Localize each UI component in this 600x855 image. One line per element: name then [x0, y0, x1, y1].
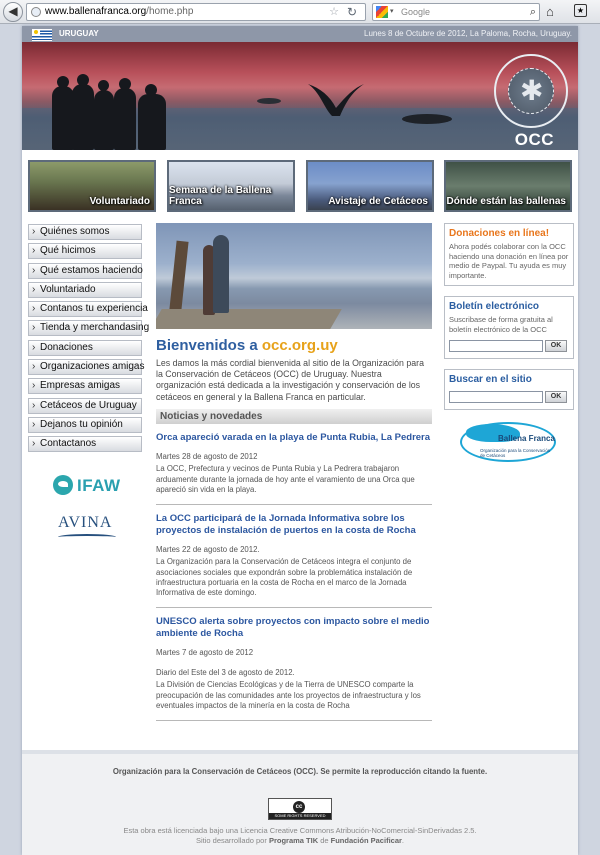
news-item	[156, 424, 432, 505]
newsletter-box	[444, 296, 574, 359]
news-title-link[interactable]: UNESCO alerta sobre proyectos con impacto sobre el medio ambiente de Rocha	[156, 616, 430, 639]
menu-item-donaciones[interactable]: › Donaciones	[28, 340, 142, 356]
google-icon	[376, 6, 388, 18]
search-icon[interactable]: ⌕	[529, 6, 536, 18]
welcome-heading	[156, 337, 432, 354]
silhouette-head	[119, 78, 131, 90]
address-bar[interactable]	[26, 3, 366, 21]
seal-emblem	[508, 68, 554, 114]
menu-item-que-hicimos[interactable]: › Qué hicimos	[28, 243, 142, 259]
menu-item-organizaciones-amigas[interactable]: › Organizaciones amigas	[28, 359, 142, 375]
cc-badge-text: SOME RIGHTS RESERVED	[269, 813, 331, 819]
news-header: Noticias y novedades	[156, 409, 432, 424]
search-form	[449, 391, 569, 404]
menu-item-quienes-somos[interactable]: › Quiénes somos	[28, 224, 142, 240]
back-button[interactable]: ◀	[3, 2, 23, 22]
ifaw-emblem-icon	[53, 475, 73, 495]
menu-item-opinion[interactable]: › Dejanos tu opinión	[28, 417, 142, 433]
welcome-prefix: Bienvenidos a	[156, 337, 262, 354]
news-date: Martes 22 de agosto de 2012.	[156, 545, 260, 555]
donate-title[interactable]: Donaciones en línea!	[449, 228, 550, 239]
occ-seal-logo[interactable]	[494, 54, 568, 128]
top-bar	[22, 26, 578, 42]
dev-tik-link[interactable]: Programa TIK	[268, 836, 319, 845]
news-date: Martes 28 de agosto de 2012	[156, 452, 258, 462]
silhouette-head	[57, 76, 69, 88]
hero-image	[156, 223, 432, 329]
silhouette-person	[138, 94, 166, 150]
person-figure	[213, 235, 229, 313]
news-body: La División de Ciencias Ecológicas y de la Tierra de UNESCO comparte la preocupación de las comunidades ante los proyectos de infraestructura y los eventuales impactos de la minería en la costa de Rocha	[156, 680, 421, 710]
date-line: Lunes 8 de Octubre de 2012, La Paloma, Rocha, Uruguay.	[364, 29, 572, 38]
bookmarks-icon[interactable]: ★	[574, 4, 587, 17]
donate-box[interactable]	[444, 223, 574, 286]
feature-tiles	[28, 160, 572, 212]
news-title-link[interactable]: La OCC participará de la Jornada Informativa sobre los proyectos de instalación de puertos en la costa de Rocha	[156, 513, 416, 536]
silhouette-person	[94, 90, 114, 150]
avina-logo-text: AVINA	[58, 514, 113, 531]
tile-semana-ballena[interactable]	[167, 160, 295, 212]
menu-item-voluntariado[interactable]: › Voluntariado	[28, 282, 142, 298]
reload-icon[interactable]: ↻	[346, 5, 357, 19]
url-path: /home.php	[146, 6, 194, 17]
sidebar-menu	[28, 224, 150, 456]
search-placeholder: Google	[401, 7, 431, 17]
license-text: Esta obra está licenciada bajo una Licencia Creative Commons Atribución-NoComercial-SinDerivadas 2.5.	[123, 826, 477, 835]
news-item	[156, 505, 432, 608]
silhouette-person	[52, 86, 74, 150]
avina-logo[interactable]	[58, 514, 120, 544]
creative-commons-badge[interactable]	[268, 798, 332, 820]
newsletter-text: Suscribase de forma gratuita al boletín electrónico de la OCC	[449, 315, 553, 334]
license-block	[22, 826, 578, 846]
ifaw-logo-text: IFAW	[77, 476, 121, 495]
newsletter-email-input[interactable]	[449, 340, 543, 352]
boardwalk	[156, 309, 342, 329]
site-search-box	[444, 369, 574, 410]
footer	[22, 750, 578, 855]
whale-tail-icon	[306, 82, 366, 122]
news-body: La Organización para la Conservación de Cetáceos integra el conjunto de asociaciones sociales que expondrán sobre la problemática instalación de infraestructura portuaria en la costa de Rocha en el marco de la Jornada Informativa de este domingo.	[156, 557, 413, 598]
cc-icon: cc	[293, 801, 305, 813]
browser-toolbar	[0, 0, 600, 24]
country-label: URUGUAY	[59, 29, 99, 38]
header-banner	[22, 42, 578, 150]
tile-label: Voluntariado	[89, 196, 150, 207]
logo-text: Ballena Franca	[498, 434, 555, 443]
silhouette-head	[77, 74, 89, 86]
tile-label: Semana de la Ballena Franca	[169, 185, 272, 207]
silhouette-person	[72, 84, 94, 150]
silhouette-head	[145, 84, 157, 96]
menu-item-cetaceos[interactable]: › Cetáceos de Uruguay	[28, 398, 142, 414]
menu-item-tienda[interactable]: › Tienda y merchandasing	[28, 320, 142, 336]
whale-back	[257, 98, 281, 104]
newsletter-form	[449, 340, 569, 353]
tile-avistaje[interactable]	[306, 160, 434, 212]
footer-org-text: Organización para la Conservación de Cetáceos (OCC). Se permite la reproducción citando la fuente.	[112, 767, 488, 776]
url-host: www.ballenafranca.org	[45, 6, 147, 17]
dev-prefix: Sitio desarrollado por	[195, 836, 269, 845]
tile-voluntariado[interactable]	[28, 160, 156, 212]
globe-icon	[31, 7, 41, 17]
avina-swoosh-icon	[58, 534, 116, 540]
site-search-input[interactable]	[449, 391, 543, 403]
occ-logo-text: OCC	[514, 130, 554, 149]
tile-donde-ballenas[interactable]	[444, 160, 572, 212]
developer-credit	[22, 836, 578, 846]
menu-item-contactanos[interactable]: › Contactanos	[28, 436, 142, 452]
web-page	[22, 26, 578, 855]
news-body: La OCC, Prefectura y vecinos de Punta Rubia y La Pedrera trabajaron arduamente durante la jornada de hoy ante el varamiento de una Orca que apareció sin vida en la playa.	[156, 464, 415, 494]
ifaw-logo[interactable]	[53, 475, 125, 497]
search-ok-button[interactable]: OK	[545, 391, 567, 403]
chevron-down-icon[interactable]: ▾	[390, 8, 394, 15]
search-title: Buscar en el sitio	[449, 374, 532, 385]
donate-text: Ahora podés colaborar con la OCC haciendo una donación en línea por medio de Paypal. Tu ayuda es muy importante.	[449, 242, 569, 280]
news-date: Martes 7 de agosto de 2012	[156, 648, 254, 658]
menu-item-que-estamos-haciendo[interactable]: › Qué estamos haciendo	[28, 263, 142, 279]
whale-back	[402, 114, 452, 124]
menu-item-contanos[interactable]: › Contanos tu experiencia	[28, 301, 142, 317]
newsletter-title: Boletín electrónico	[449, 301, 540, 312]
tile-label: Dónde están las ballenas	[446, 196, 566, 207]
news-source: Diario del Este del 3 de agosto de 2012.	[156, 668, 295, 678]
ballena-franca-logo[interactable]	[460, 416, 556, 464]
bookmark-star-icon[interactable]: ☆	[329, 6, 339, 18]
dev-mid: de	[318, 836, 331, 845]
uruguay-flag-icon	[32, 29, 52, 41]
logo-subtext: Organización para la Conservación de Cetáceos	[480, 448, 551, 458]
dev-foundation-link[interactable]: Fundación Pacificar	[330, 836, 402, 845]
menu-item-empresas-amigas[interactable]: › Empresas amigas	[28, 378, 142, 394]
intro-text: Les damos la más cordial bienvenida al sitio de la Organización para la Conservación de Cetáceos (OCC) de Uruguay. Nuestra organización está dedicada a la investigación y conservación de los cetáceos en general y la Ballena Franca en particular.	[156, 358, 424, 402]
silhouette-head	[98, 80, 109, 91]
search-bar[interactable]	[372, 3, 540, 21]
silhouette-person	[114, 88, 136, 150]
dev-suffix: .	[401, 836, 405, 845]
right-sidebar	[444, 223, 574, 420]
main-content	[156, 223, 432, 721]
newsletter-ok-button[interactable]: OK	[545, 340, 567, 352]
news-title-link[interactable]: Orca apareció varada en la playa de Punta Rubia, La Pedrera	[156, 431, 431, 443]
news-item	[156, 608, 432, 721]
tile-label: Avistaje de Cetáceos	[328, 196, 428, 207]
home-icon[interactable]: ⌂	[546, 4, 554, 19]
welcome-site: occ.org.uy	[261, 337, 338, 354]
